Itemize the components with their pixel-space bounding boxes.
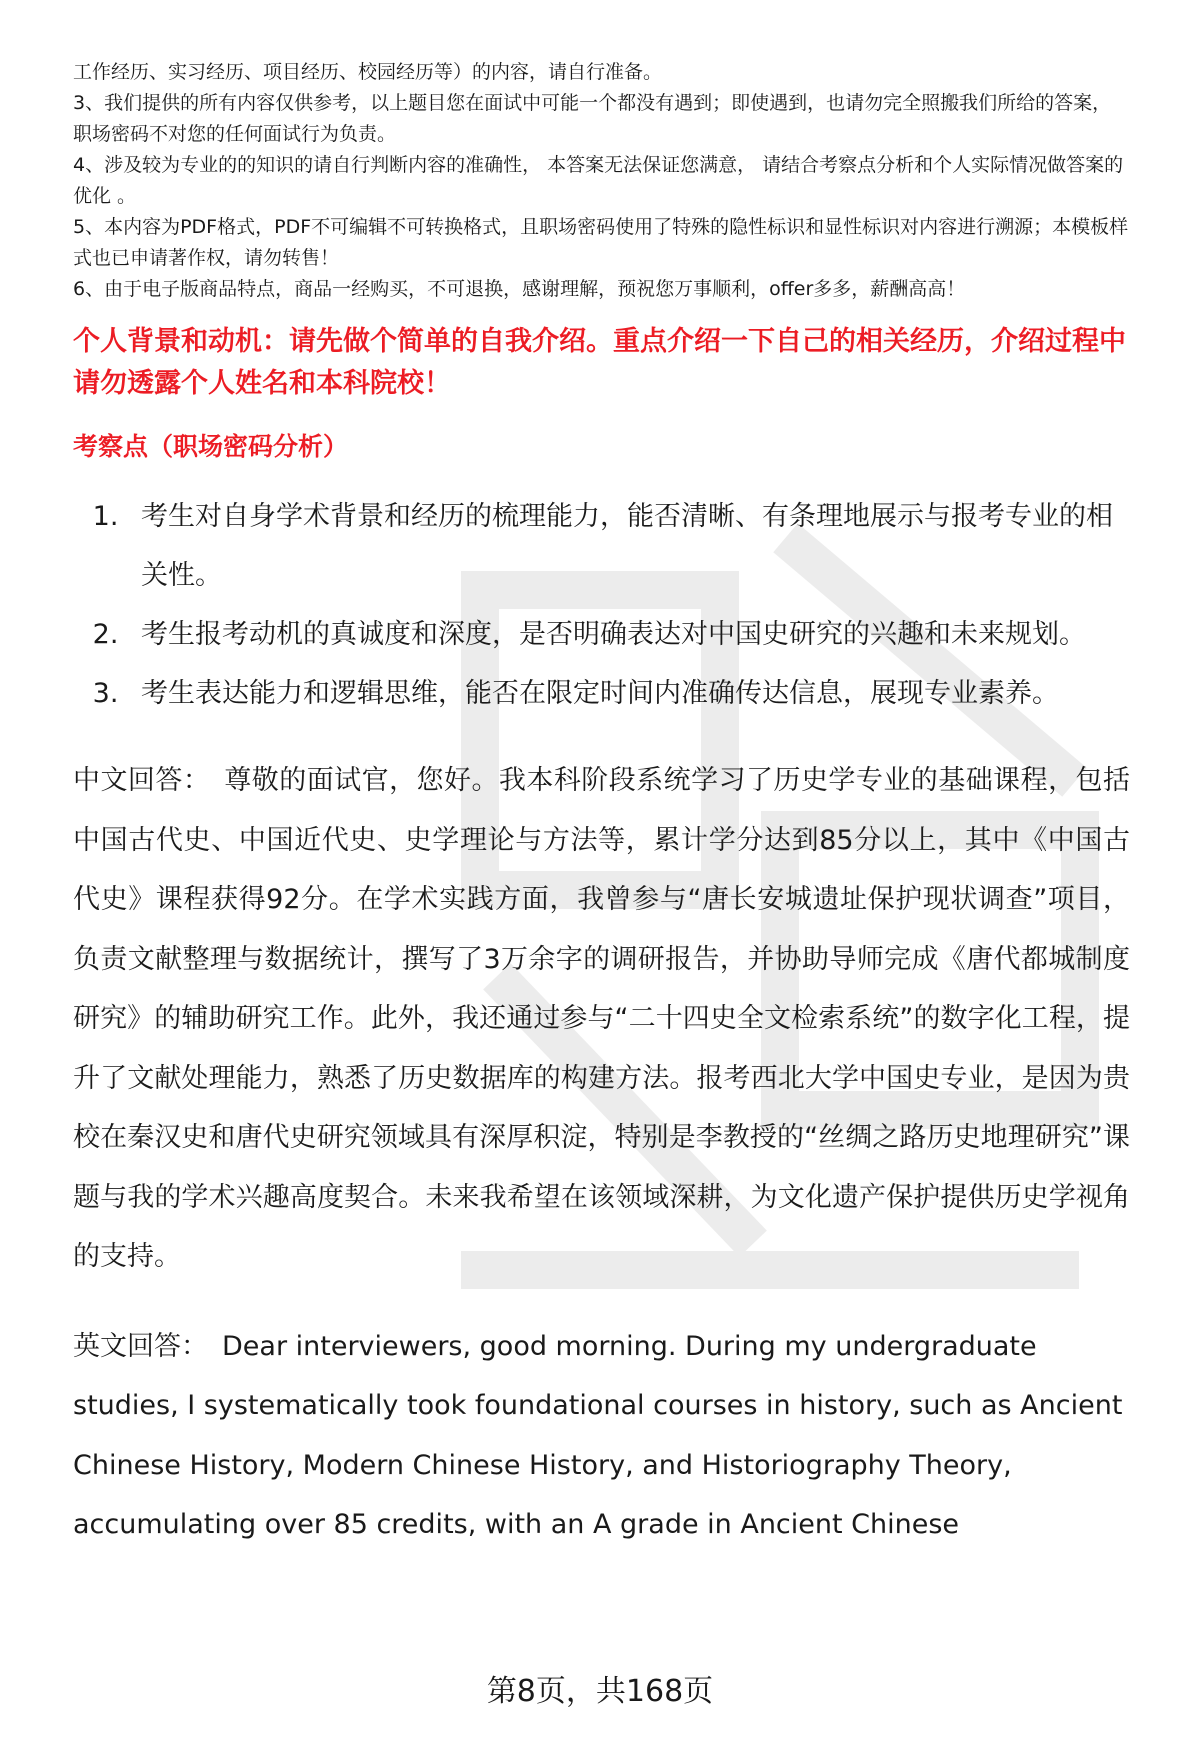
note-line: 4、涉及较为专业的的知识的请自行判断内容的准确性， 本答案无法保证您满意， 请结合考察点分析和个人实际情况做答案的优化 。 <box>73 154 1124 207</box>
note-line: 5、本内容为PDF格式，PDF不可编辑不可转换格式，且职场密码使用了特殊的隐性标识和显性标识对内容进行溯源；本模板样式也已申请著作权，请勿转售！ <box>73 216 1129 269</box>
english-answer <box>73 1317 1130 1555</box>
list-item: 1. 考生对自身学术背景和经历的梳理能力，能否清晰、有条理地展示与报考专业的相关性。 <box>127 487 1130 605</box>
list-item: 3. 考生表达能力和逻辑思维，能否在限定时间内准确传达信息，展现专业素养。 <box>127 664 1130 723</box>
chinese-answer-text: 尊敬的面试官，您好。我本科阶段系统学习了历史学专业的基础课程，包括中国古代史、中国近代史、史学理论与方法等，累计学分达到85分以上，其中《中国古代史》课程获得92分。在学术实践方面，我曾参与“唐长安城遗址保护现状调查”项目，负责文献整理与数据统计，撰写了3万余字的调研报告，并协助导师完成《唐代都城制度研究》的辅助研究工作。此外，我还通过参与“二十四史全文检索系统”的数字化工程，提升了文献处理能力，熟悉了历史数据库的构建方法。报考西北大学中国史专业，是因为贵校在秦汉史和唐代史研究领域具有深厚积淀，特别是李教授的“丝绸之路历史地理研究”课题与我的学术兴趣高度契合。未来我希望在该领域深耕，为文化遗产保护提供历史学视角的支持。 <box>73 765 1131 1272</box>
english-answer-label: 英文回答： <box>73 1330 208 1362</box>
notes-section <box>73 57 1130 305</box>
english-answer-text: Dear interviewers, good morning. During my undergraduate studies, I systematically took foundational courses in history, such as Ancient Chinese History, Modern Chinese History, and Historiography Theory, accumulating over 85 credits, with an A grade in Ancient Chinese <box>73 1330 1123 1540</box>
note-line: 工作经历、实习经历、项目经历、校园经历等）的内容，请自行准备。 <box>73 61 663 83</box>
page-number: 第8页，共168页 <box>486 1674 714 1709</box>
section-heading: 考察点（职场密码分析） <box>73 432 349 461</box>
note-line: 3、我们提供的所有内容仅供参考，以上题目您在面试中可能一个都没有遇到；即使遇到，也请勿完全照搬我们所给的答案，职场密码不对您的任何面试行为负责。 <box>73 92 1112 145</box>
chinese-answer-label: 中文回答： <box>73 765 211 796</box>
list-item: 2. 考生报考动机的真诚度和深度，是否明确表达对中国史研究的兴趣和未来规划。 <box>127 605 1130 664</box>
note-line: 6、由于电子版商品特点，商品一经购买，不可退换，感谢理解，预祝您万事顺利，offer多多，薪酬高高！ <box>73 278 966 300</box>
question-title: 个人背景和动机：请先做个简单的自我介绍。重点介绍一下自己的相关经历，介绍过程中请勿透露个人姓名和本科院校！ <box>73 326 1126 399</box>
chinese-answer <box>73 751 1130 1287</box>
assessment-points <box>73 487 1130 723</box>
